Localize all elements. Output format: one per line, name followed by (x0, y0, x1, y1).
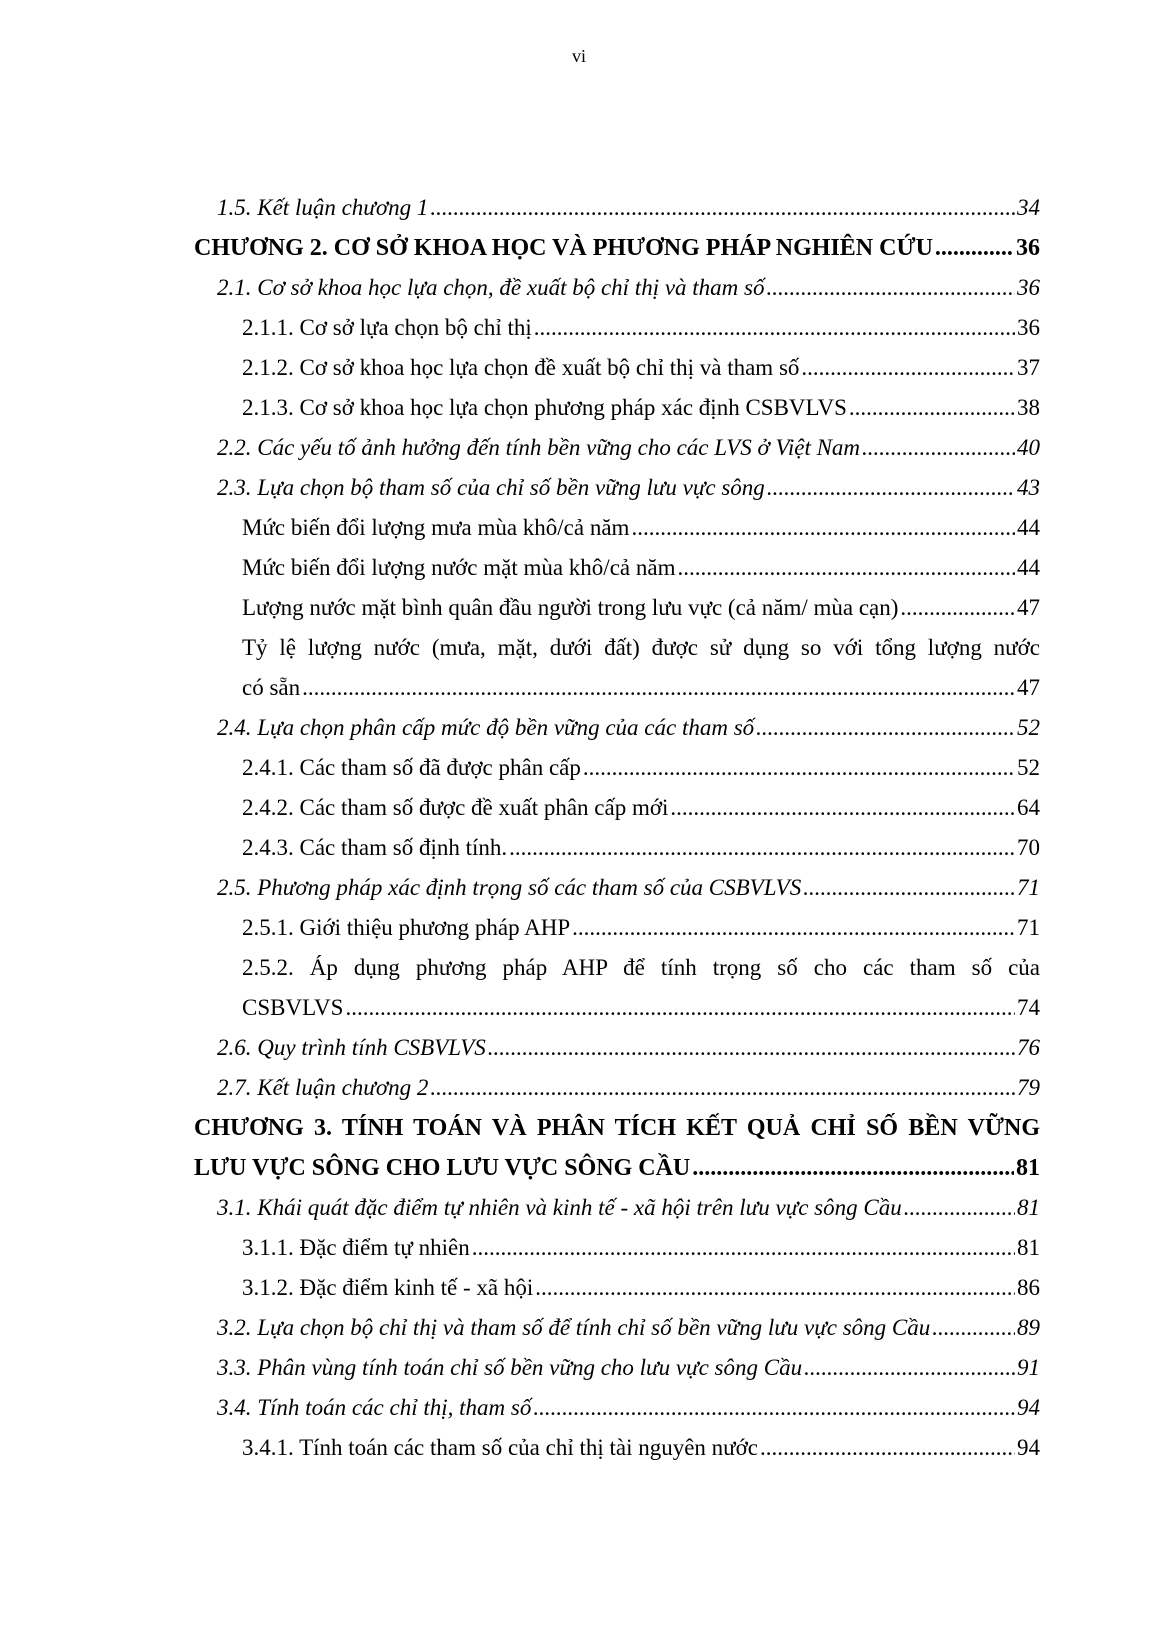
toc-entry-chapter[interactable] (194, 1148, 1040, 1188)
toc-entry-page: 81 (1016, 1155, 1040, 1181)
toc-entry-page: 52 (1017, 715, 1040, 740)
toc-entry-sub[interactable] (194, 348, 1040, 388)
toc-entry-chapter[interactable] (194, 228, 1040, 268)
toc-entry-title: 2.4.3. Các tham số định tính. (242, 835, 508, 860)
dot-leader (849, 388, 1015, 428)
dot-leader (430, 188, 1015, 228)
dot-leader (302, 668, 1015, 708)
toc-entry-title: 2.3. Lựa chọn bộ tham số của chỉ số bền vững lưu vực sông (217, 475, 765, 500)
toc-entry-sub[interactable] (194, 908, 1040, 948)
dot-leader (760, 1428, 1015, 1468)
toc-entry-section[interactable] (194, 188, 1040, 228)
toc-entry-page: 36 (1017, 315, 1040, 340)
toc-entry-page: 91 (1017, 1355, 1040, 1380)
dot-leader (670, 788, 1015, 828)
toc-entry-sub[interactable] (194, 828, 1040, 868)
toc-entry-page: 37 (1017, 355, 1040, 380)
dot-leader (756, 708, 1015, 748)
dot-leader (767, 268, 1016, 308)
toc-entry-wrapped-line[interactable]: CHƯƠNG 3. TÍNH TOÁN VÀ PHÂN TÍCH KẾT QUẢ CHỈ SỐ BỀN VỮNG (194, 1115, 1040, 1141)
toc-entry-page: 74 (1017, 995, 1040, 1020)
toc-entry-title: 2.6. Quy trình tính CSBVLVS (217, 1035, 486, 1060)
toc-entry-sub[interactable] (194, 548, 1040, 588)
dot-leader (767, 468, 1015, 508)
toc-entry-sub[interactable] (194, 668, 1040, 708)
toc-entry-sub[interactable] (194, 1268, 1040, 1308)
toc-entry-wrapped-line[interactable]: Tỷ lệ lượng nước (mưa, mặt, dưới đất) được sử dụng so với tổng lượng nước (242, 635, 1040, 660)
toc-entry-title: 2.4.2. Các tham số được đề xuất phân cấp mới (242, 795, 669, 820)
toc-entry-title: 2.4. Lựa chọn phân cấp mức độ bền vững của các tham số (217, 715, 755, 740)
toc-entry-title: 2.7. Kết luận chương 2 (217, 1075, 429, 1100)
toc-entry-section[interactable] (194, 868, 1040, 908)
page-number: vi (571, 46, 586, 66)
table-of-contents (194, 188, 1040, 1468)
toc-entry-page: 81 (1017, 1195, 1040, 1220)
dot-leader (932, 1308, 1015, 1348)
toc-entry-title: 3.3. Phân vùng tính toán chỉ số bền vững cho lưu vực sông Cầu (217, 1355, 803, 1380)
toc-entry-section[interactable] (194, 1388, 1040, 1428)
toc-entry-page: 71 (1017, 915, 1040, 940)
toc-entry-title: Lượng nước mặt bình quân đầu người trong lưu vực (cả năm/ mùa cạn) (242, 595, 899, 620)
toc-entry-page: 89 (1017, 1315, 1040, 1340)
toc-entry-title: 2.1.3. Cơ sở khoa học lựa chọn phương pháp xác định CSBVLVS (242, 395, 847, 420)
toc-entry-title: Mức biến đổi lượng mưa mùa khô/cả năm (242, 515, 630, 540)
toc-entry-section[interactable] (194, 1028, 1040, 1068)
dot-leader (631, 508, 1015, 548)
dot-leader (535, 1268, 1015, 1308)
toc-entry-sub[interactable] (194, 508, 1040, 548)
toc-entry-page: 94 (1017, 1435, 1040, 1460)
toc-entry-sub[interactable] (194, 388, 1040, 428)
dot-leader (801, 348, 1015, 388)
toc-entry-title: 2.5. Phương pháp xác định trọng số các tham số của CSBVLVS (217, 875, 802, 900)
dot-leader (862, 428, 1015, 468)
toc-entry-page: 36 (1016, 235, 1040, 261)
toc-entry-sub[interactable] (194, 1228, 1040, 1268)
toc-entry-page: 47 (1017, 675, 1040, 700)
toc-entry-page: 86 (1017, 1275, 1040, 1300)
dot-leader (572, 908, 1015, 948)
toc-entry-title: 2.2. Các yếu tố ảnh hưởng đến tính bền vững cho các LVS ở Việt Nam (217, 435, 861, 460)
toc-entry-page: 43 (1017, 475, 1040, 500)
dot-leader (692, 1148, 1014, 1188)
dot-leader (509, 828, 1015, 868)
toc-entry-section[interactable] (194, 1348, 1040, 1388)
toc-entry-page: 94 (1017, 1395, 1040, 1420)
toc-entry-title: có sẵn (242, 675, 301, 700)
toc-entry-title: CHƯƠNG 2. CƠ SỞ KHOA HỌC VÀ PHƯƠNG PHÁP NGHIÊN CỨU (194, 235, 933, 261)
toc-entry-page: 36 (1017, 275, 1040, 300)
dot-leader (804, 1348, 1015, 1388)
toc-entry-page: 44 (1017, 515, 1040, 540)
dot-leader (488, 1028, 1015, 1068)
toc-entry-title: 3.1.1. Đặc điểm tự nhiên (242, 1235, 470, 1260)
dot-leader (904, 1188, 1015, 1228)
toc-entry-section[interactable] (194, 268, 1040, 308)
toc-entry-title: LƯU VỰC SÔNG CHO LƯU VỰC SÔNG CẦU (194, 1155, 691, 1181)
toc-entry-wrapped-line[interactable]: 2.5.2. Áp dụng phương pháp AHP để tính trọng số cho các tham số của (242, 955, 1040, 980)
dot-leader (345, 988, 1015, 1028)
toc-entry-title: 3.4. Tính toán các chỉ thị, tham số (217, 1395, 532, 1420)
toc-entry-page: 44 (1017, 555, 1040, 580)
toc-entry-page: 70 (1017, 835, 1040, 860)
toc-entry-page: 38 (1017, 395, 1040, 420)
dot-leader (583, 748, 1015, 788)
toc-entry-section[interactable] (194, 1068, 1040, 1108)
toc-entry-title: Mức biến đổi lượng nước mặt mùa khô/cả năm (242, 555, 676, 580)
toc-entry-title: CSBVLVS (242, 995, 344, 1020)
toc-entry-title: 2.1. Cơ sở khoa học lựa chọn, đề xuất bộ chỉ thị và tham số (217, 275, 765, 300)
toc-entry-page: 81 (1017, 1235, 1040, 1260)
toc-entry-sub[interactable] (194, 988, 1040, 1028)
dot-leader (677, 548, 1015, 588)
toc-entry-page: 64 (1017, 795, 1040, 820)
toc-entry-title: 1.5. Kết luận chương 1 (217, 195, 429, 220)
toc-entry-page: 40 (1017, 435, 1040, 460)
toc-entry-title: 2.1.1. Cơ sở lựa chọn bộ chỉ thị (242, 315, 532, 340)
dot-leader (803, 868, 1015, 908)
toc-entry-sub[interactable] (194, 788, 1040, 828)
toc-entry-page: 34 (1017, 195, 1040, 220)
toc-entry-sub[interactable] (194, 1428, 1040, 1468)
toc-entry-title: 2.1.2. Cơ sở khoa học lựa chọn đề xuất bộ chỉ thị và tham số (242, 355, 800, 380)
dot-leader (900, 588, 1015, 628)
dot-leader (533, 1388, 1015, 1428)
toc-entry-title: 3.4.1. Tính toán các tham số của chỉ thị tài nguyên nước (242, 1435, 759, 1460)
toc-entry-sub[interactable] (194, 588, 1040, 628)
toc-entry-title: 3.1.2. Đặc điểm kinh tế - xã hội (242, 1275, 534, 1300)
toc-entry-page: 71 (1017, 875, 1040, 900)
toc-entry-title: 2.4.1. Các tham số đã được phân cấp (242, 755, 581, 780)
dot-leader (534, 308, 1015, 348)
dot-leader (472, 1228, 1015, 1268)
toc-entry-sub[interactable] (194, 748, 1040, 788)
toc-entry-section[interactable] (194, 468, 1040, 508)
toc-entry-title: 3.1. Khái quát đặc điểm tự nhiên và kinh tế - xã hội trên lưu vực sông Cầu (217, 1195, 902, 1220)
toc-entry-page: 79 (1017, 1075, 1040, 1100)
toc-entry-section[interactable] (194, 428, 1040, 468)
toc-entry-section[interactable] (194, 1308, 1040, 1348)
dot-leader (430, 1068, 1015, 1108)
toc-entry-page: 52 (1017, 755, 1040, 780)
toc-entry-title: 2.5.1. Giới thiệu phương pháp AHP (242, 915, 571, 940)
toc-entry-page: 76 (1017, 1035, 1040, 1060)
toc-entry-title: 3.2. Lựa chọn bộ chỉ thị và tham số để tính chỉ số bền vững lưu vực sông Cầu (217, 1315, 931, 1340)
toc-entry-section[interactable] (194, 708, 1040, 748)
toc-entry-section[interactable] (194, 1188, 1040, 1228)
toc-entry-sub[interactable] (194, 308, 1040, 348)
toc-entry-page: 47 (1017, 595, 1040, 620)
dot-leader (935, 228, 1014, 268)
